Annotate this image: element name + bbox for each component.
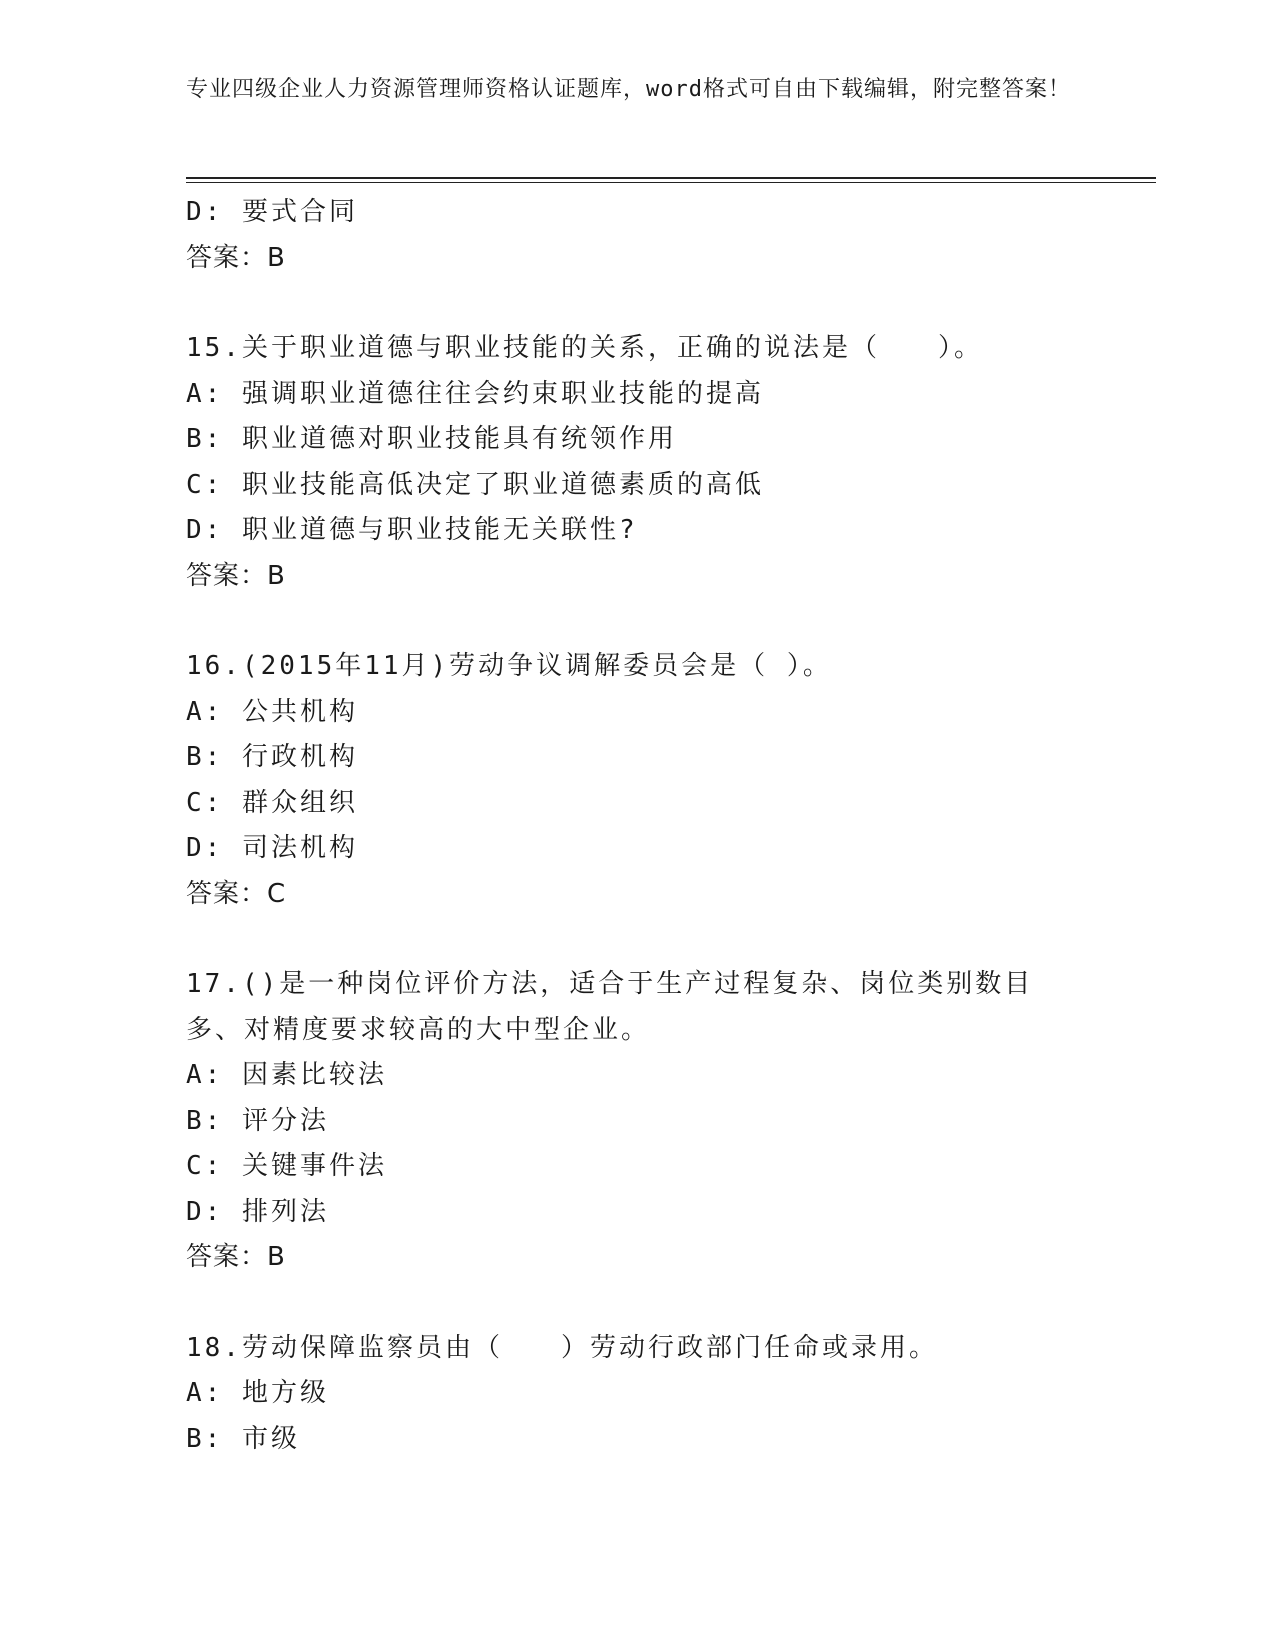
question-list (186, 190, 1086, 1462)
question-17 (186, 962, 1086, 1281)
question-16 (186, 644, 1086, 917)
option-c: C: 群众组织 (186, 787, 358, 818)
option-d: D: 要式合同 (186, 197, 358, 227)
option-d: D: 司法机构 (186, 833, 358, 863)
option-c: C: 职业技能高低决定了职业道德素质的高低 (186, 469, 764, 500)
option-c: C: 关键事件法 (186, 1151, 387, 1181)
header-divider-thin (186, 182, 1156, 183)
answer-line: 答案：B (186, 242, 286, 273)
question-15 (186, 326, 1086, 599)
document-header: 专业四级企业人力资源管理师资格认证题库，word格式可自由下载编辑，附完整答案！ (186, 77, 1071, 102)
option-d: D: 职业道德与职业技能无关联性? (186, 515, 638, 545)
header-divider (186, 177, 1156, 179)
question-stem: 16.(2015年11月)劳动争议调解委员会是（ ）。 (186, 651, 832, 681)
question-stem: 17.()是一种岗位评价方法，适合于生产过程复杂、岗位类别数目多、对精度要求较高的大中型企业。 (186, 969, 1034, 1045)
answer-line: 答案：B (186, 1242, 286, 1272)
option-a: A: 地方级 (186, 1378, 329, 1408)
answer-line: 答案：B (186, 560, 286, 591)
option-a: A: 因素比较法 (186, 1060, 387, 1090)
option-b: B: 职业道德对职业技能具有统领作用 (186, 424, 677, 454)
option-a: A: 强调职业道德往往会约束职业技能的提高 (186, 378, 764, 409)
option-b: B: 行政机构 (186, 742, 358, 772)
previous-question-tail (186, 190, 1086, 281)
option-a: A: 公共机构 (186, 696, 358, 727)
option-b: B: 评分法 (186, 1105, 329, 1136)
question-stem: 18.劳动保障监察员由（ ）劳动行政部门任命或录用。 (186, 1332, 938, 1363)
answer-line: 答案：C (186, 878, 287, 909)
question-stem: 15.关于职业道德与职业技能的关系，正确的说法是（ ）。 (186, 333, 983, 363)
option-b: B: 市级 (186, 1423, 300, 1454)
question-18 (186, 1326, 1086, 1463)
option-d: D: 排列法 (186, 1196, 329, 1227)
